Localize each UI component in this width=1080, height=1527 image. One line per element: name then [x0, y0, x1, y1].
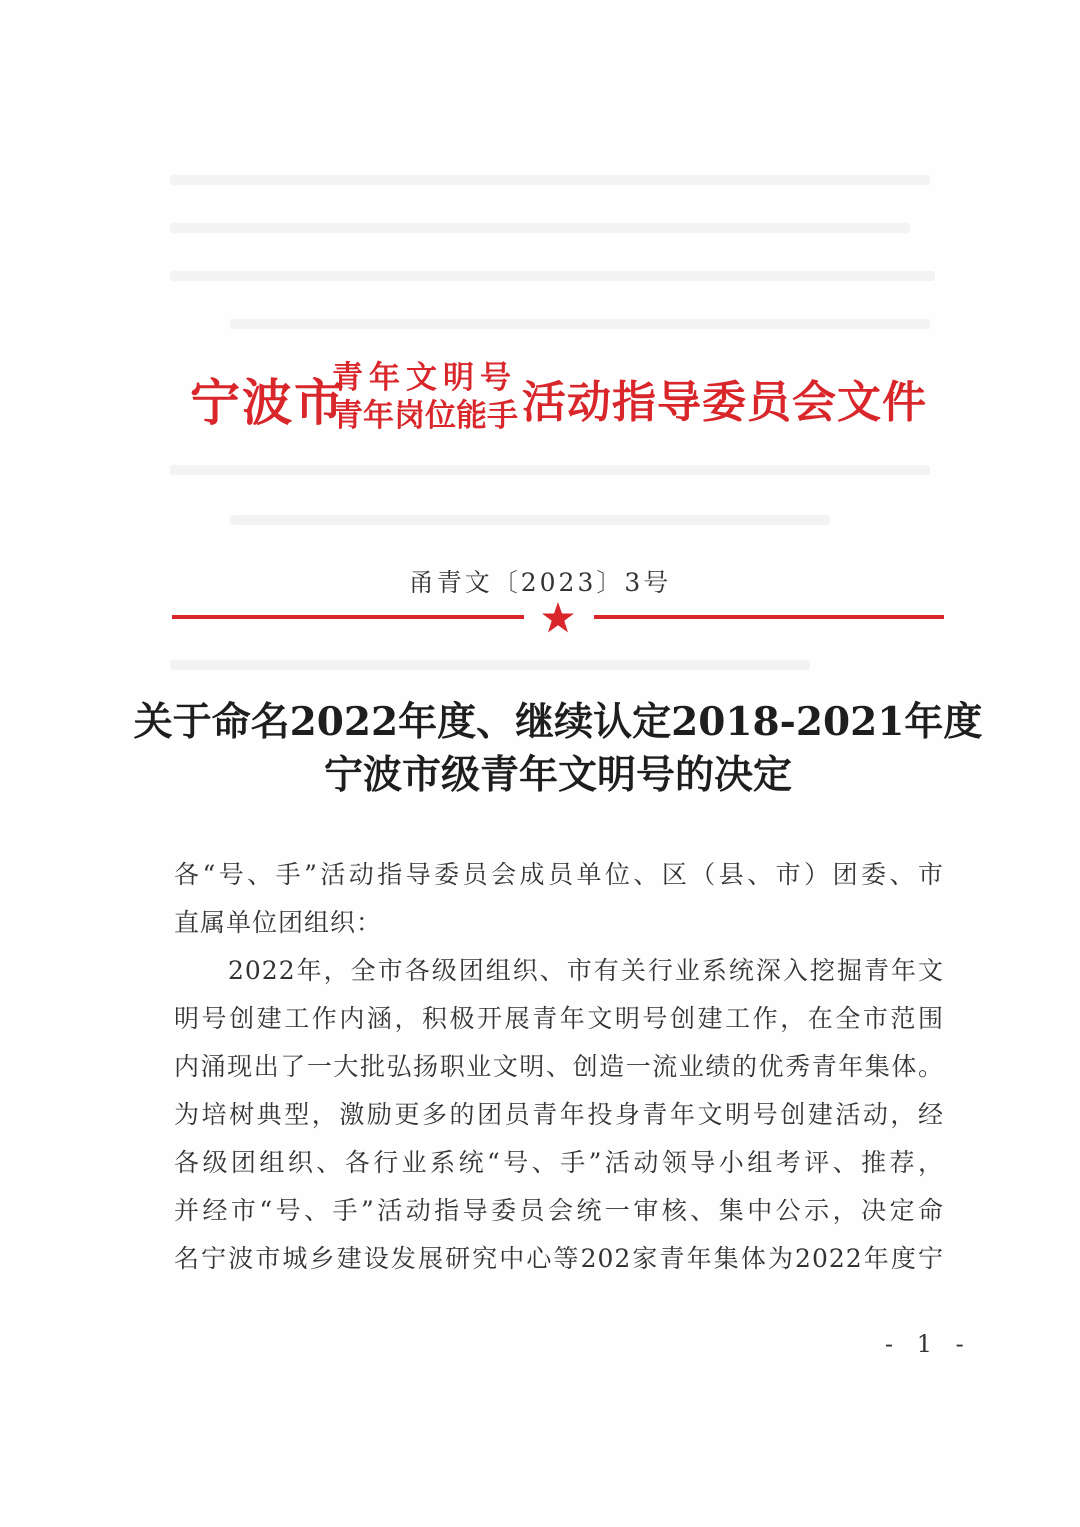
document-number: 甬青文〔2023〕3号 — [408, 568, 672, 597]
show-through — [230, 515, 830, 525]
red-rule-left — [172, 615, 524, 619]
paragraph-line: 为培树典型，激励更多的团员青年投身青年文明号创建活动，经 — [174, 1100, 944, 1129]
document-title-line1: 关于命名2022年度、继续认定2018-2021年度 — [133, 699, 983, 745]
document-title-line2: 宁波市级青年文明号的决定 — [323, 752, 792, 798]
document-header — [150, 355, 950, 450]
paragraph-line: 内涌现出了一大批弘扬职业文明、创造一流业绩的优秀青年集体。 — [174, 1052, 944, 1081]
show-through — [170, 175, 930, 185]
show-through — [230, 319, 930, 329]
show-through — [170, 223, 910, 233]
paragraph-line: 各级团组织、各行业系统“号、手”活动领导小组考评、推荐， — [174, 1148, 944, 1177]
red-rule-right — [594, 615, 944, 619]
star-icon — [541, 601, 575, 635]
paragraph-line: 并经市“号、手”活动指导委员会统一审核、集中公示，决定命 — [174, 1196, 944, 1225]
document-body — [174, 851, 944, 1283]
header-tail: 活动指导委员会文件 — [522, 377, 927, 428]
paragraph-line: 名宁波市城乡建设发展研究中心等202家青年集体为2022年度宁 — [174, 1244, 944, 1273]
header-stack-line1: 青年文明号 — [332, 360, 517, 396]
salutation-line1: 各“号、手”活动指导委员会成员单位、区（县、市）团委、市 — [174, 860, 944, 889]
paragraph-line: 明号创建工作内涵，积极开展青年文明号创建工作，在全市范围 — [174, 1004, 944, 1033]
show-through — [170, 271, 935, 281]
paragraph-line: 2022年，全市各级团组织、市有关行业系统深入挖掘青年文 — [228, 956, 944, 985]
header-stack-line2: 青年岗位能手 — [332, 398, 518, 434]
salutation-line2: 直属单位团组织： — [174, 908, 383, 937]
header-stacked-title — [332, 359, 517, 435]
page-number: - 1 - — [885, 1330, 972, 1358]
show-through — [170, 465, 930, 475]
header-city: 宁波市 — [190, 373, 346, 432]
show-through — [170, 660, 810, 670]
